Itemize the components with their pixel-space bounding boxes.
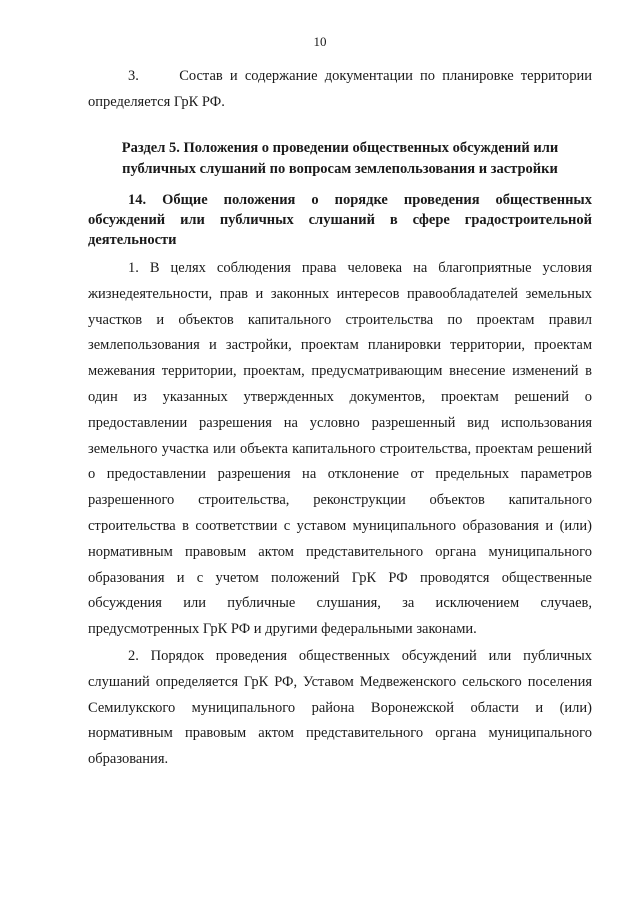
item-3-paragraph xyxy=(88,64,592,116)
section-title-line-1: Раздел 5. Положения о проведении общественных обсуждений или xyxy=(121,140,559,156)
subsection-title: 14. Общие положения о порядке проведения общественных обсуждений или публичных слушаний в сфере градостроительной деятельности xyxy=(88,192,592,248)
section-title-line-2: публичных слушаний по вопросам землепользования и застройки xyxy=(122,161,558,177)
item-3-text: Состав и содержание документации по планировке территории определяется ГрК РФ. xyxy=(88,68,593,110)
page-number: 10 xyxy=(313,34,327,49)
section-title xyxy=(88,138,592,180)
item-3-number: 3. xyxy=(128,68,139,84)
paragraph-1: 1. В целях соблюдения права человека на благоприятные условия жизнедеятельности, прав и законных интересов правообладателей земельных участков и объектов капитального строительства по проектам правил землепользования и застройки, проектам планировки территории, проектам межевания территории, проектам, предусматривающим внесение изменений в один из указанных утвержденных документов, проектам решений о предоставлении разрешения на условно разрешенный вид использования земельного участка или объекта капитального строительства, проектам решений о предоставлении разрешения на отклонение от предельных параметров разрешенного строительства, реконструкции объектов капитального строительства в соответствии с уставом муниципального образования и (или) нормативным правовым актом представительного органа муниципального образования и с учетом положений ГрК РФ проводятся общественные обсуждения или публичные слушания, за исключением случаев, предусмотренных ГрК РФ и другими федеральными законами. xyxy=(88,260,592,638)
paragraph-2: 2. Порядок проведения общественных обсуждений или публичных слушаний определяется ГрК РФ, Уставом Медвеженского сельского поселения Семилукского муниципального района Воронежской области и (или) нормативным правовым актом представительного органа муниципального образования. xyxy=(88,648,592,768)
